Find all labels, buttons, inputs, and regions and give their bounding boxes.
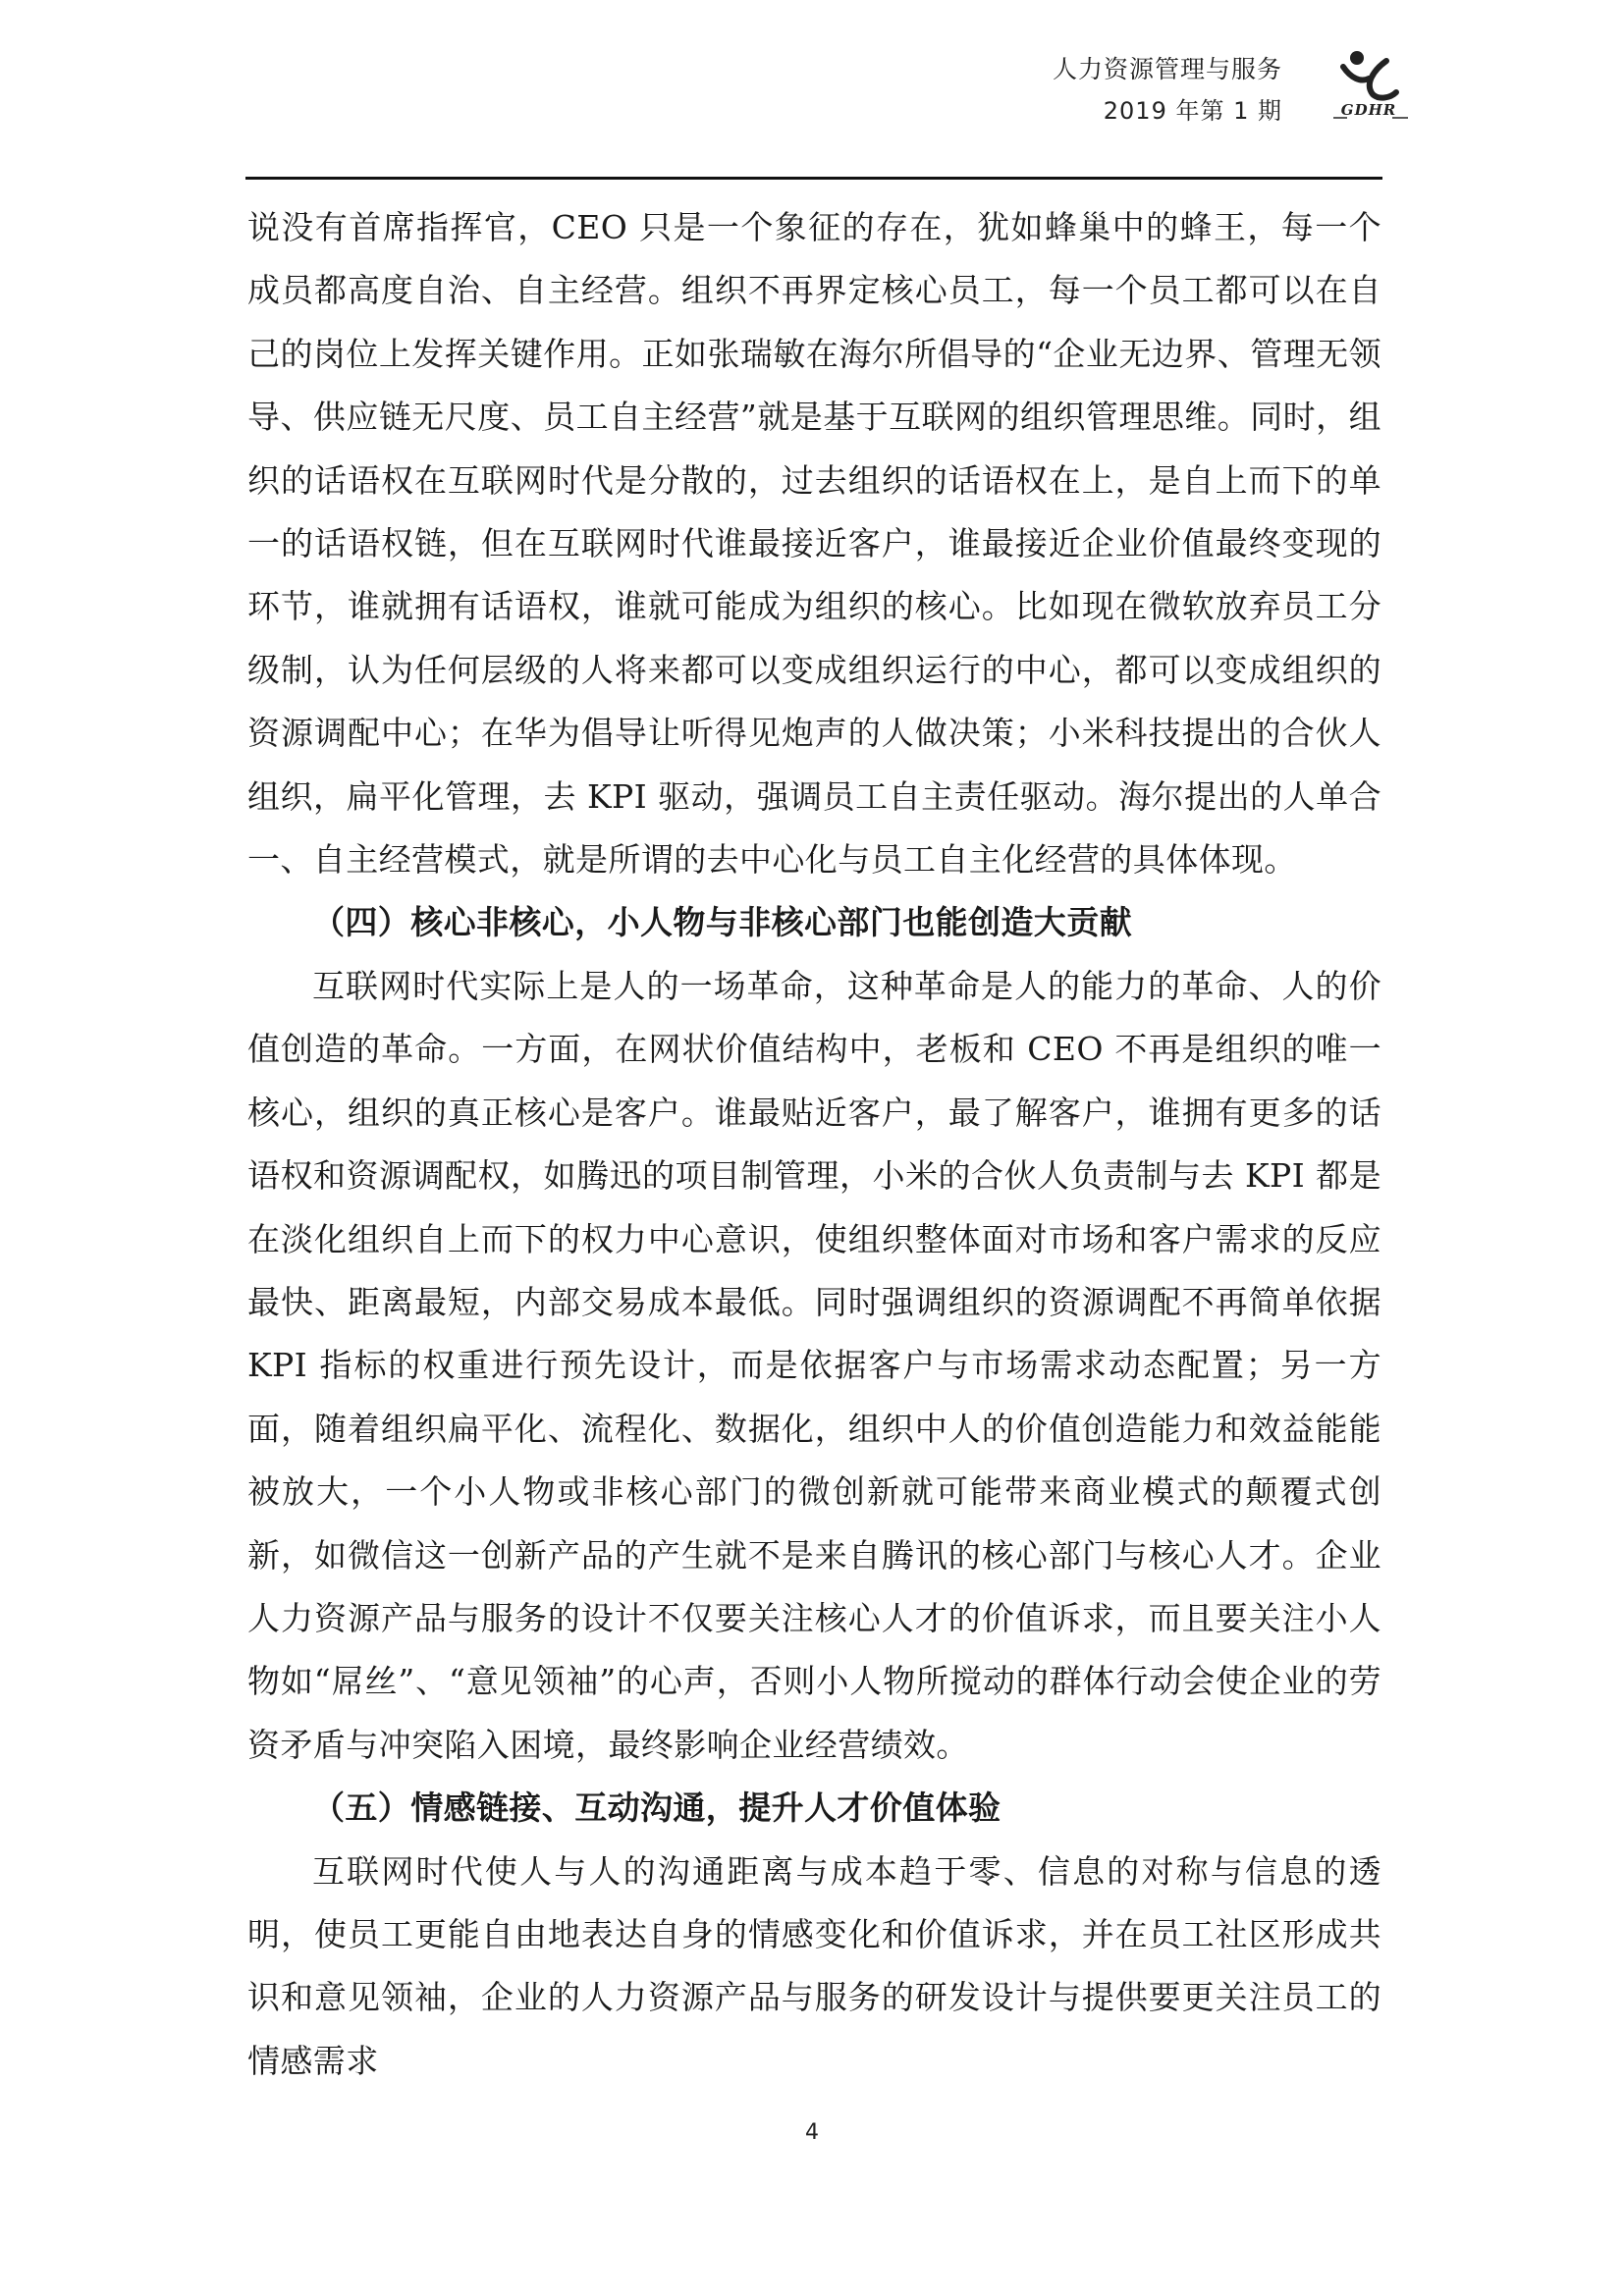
section-heading-4: （四）核心非核心，小人物与非核心部门也能创造大贡献 xyxy=(312,903,1132,942)
header-text xyxy=(1053,49,1282,132)
logo-text: GDHR xyxy=(1340,101,1397,119)
page-header xyxy=(0,0,1624,187)
issue-label: 2019 年第 1 期 xyxy=(1103,97,1282,125)
article-body xyxy=(247,196,1381,2093)
paragraph-3: 互联网时代使人与人的沟通距离与成本趋于零、信息的对称与信息的透明，使员工更能自由地表达自身的情感变化和价值诉求，并在员工社区形成共识和意见领袖，企业的人力资源产品与服务的研发设计与提供要更关注员工的情感需求 xyxy=(247,1851,1381,2080)
paragraph-1: 说没有首席指挥官，CEO 只是一个象征的存在，犹如蜂巢中的蜂王，每一个成员都高度自治、自主经营。组织不再界定核心员工，每一个员工都可以在自己的岗位上发挥关键作用。正如张瑞敏在海尔所倡导的“企业无边界、管理无领导、供应链无尺度、员工自主经营”就是基于互联网的组织管理思维。同时，组织的话语权在互联网时代是分散的，过去组织的话语权在上，是自上而下的单一的话语权链，但在互联网时代谁最接近客户，谁最接近企业价值最终变现的环节，谁就拥有话语权，谁就可能成为组织的核心。比如现在微软放弃员工分级制，认为任何层级的人将来都可以变成组织运行的中心，都可以变成组织的资源调配中心；在华为倡导让听得见炮声的人做决策；小米科技提出的合伙人组织，扁平化管理，去 KPI 驱动，强调员工自主责任驱动。海尔提出的人单合一、自主经营模式，就是所谓的去中心化与员工自主化经营的具体体现。 xyxy=(247,208,1381,880)
page-number: 4 xyxy=(805,2120,819,2145)
section-heading-5: （五）情感链接、互动沟通，提升人才价值体验 xyxy=(312,1789,1001,1828)
paragraph-2: 互联网时代实际上是人的一场革命，这种革命是人的能力的革命、人的价值创造的革命。一方面，在网状价值结构中，老板和 CEO 不再是组织的唯一核心，组织的真正核心是客户。谁最贴近客户，最了解客户，谁拥有更多的话语权和资源调配权，如腾迅的项目制管理，小米的合伙人负责制与去 KPI 都是在淡化组织自上而下的权力中心意识，使组织整体面对市场和客户需求的反应最快、距离最短，内部交易成本最低。同时强调组织的资源调配不再简单依据 KPI 指标的权重进行预先设计，而是依据客户与市场需求动态配置；另一方面，随着组织扁平化、流程化、数据化，组织中人的价值创造能力和效益能能被放大，一个小人物或非核心部门的微创新就可能带来商业模式的颠覆式创新，如微信这一创新产品的产生就不是来自腾讯的核心部门与核心人才。企业人力资源产品与服务的设计不仅要关注核心人才的价值诉求，而且要关注小人物如“屌丝”、“意见领袖”的心声，否则小人物所搅动的群体行动会使企业的劳资矛盾与冲突陷入困境，最终影响企业经营绩效。 xyxy=(247,966,1381,1764)
header-divider xyxy=(245,177,1382,180)
journal-name: 人力资源管理与服务 xyxy=(1052,55,1282,83)
